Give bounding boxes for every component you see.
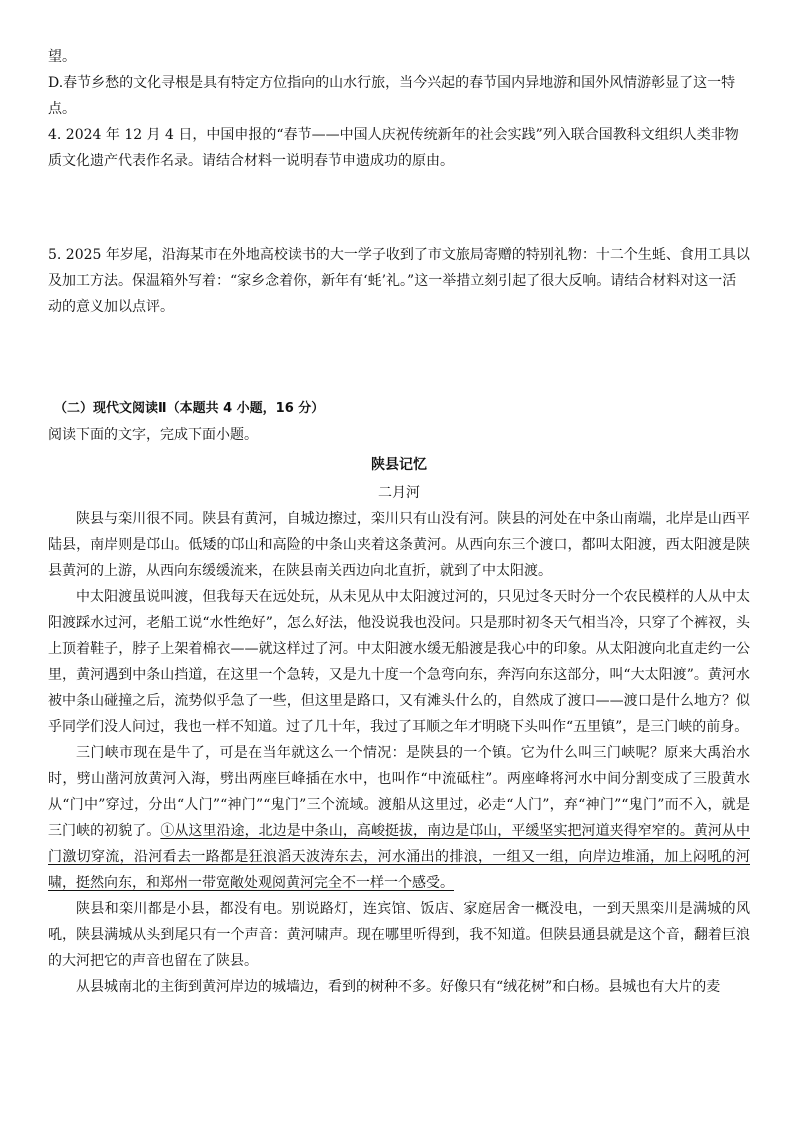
article-author: 二月河 bbox=[378, 485, 420, 501]
article-paragraph-1: 陕县与栾川很不同。陕县有黄河，自城边擦过，栾川只有山没有河。陕县的河处在中条山南端，北岸是山西平陆县，南岸则是邙山。低矮的邙山和高险的中条山夹着这条黄河。从西向东三个渡口，都叫太阳渡，西太阳渡是陕县黄河的上游，从西向东缓缓流来，在陕县南关西边向北直折，就到了中太阳渡。 bbox=[48, 511, 750, 579]
article-title: 陕县记忆 bbox=[371, 457, 427, 473]
option-d: D.春节乡愁的文化寻根是具有特定方位指向的山水行旅，当今兴起的春节国内异地游和国外风情游彰显了这一特点。 bbox=[48, 75, 736, 117]
question-5: 5. 2025 年岁尾，沿海某市在外地高校读书的大一学子收到了市文旅局寄赠的特别礼物：十二个生蚝、食用工具以及加工方法。保温箱外写着：“家乡念着你，新年有‘蚝’礼。”这一举措立刻引起了很大反响。请结合材料对这一活动的意义加以点评。 bbox=[48, 247, 750, 315]
text-fragment: 望。 bbox=[48, 49, 76, 65]
underlined-passage-1: ①从这里沿途，北边是中条山，高峻挺拔，南边是邙山，平缓坚实把河道夹得窄窄的。黄河从中门激切穿流，沿河看去一路都是狂浪滔天波涛东去，河水涌出的排浪，一组又一组，向岸边堆涌，加上闷吼的河啸，挺然向东，和郑州一带宽敞处观阅黄河完全不一样一个感受。 bbox=[48, 823, 750, 891]
question-4: 4. 2024 年 12 月 4 日，中国申报的“春节——中国人庆祝传统新年的社会实践”列入联合国教科文组织人类非物质文化遗产代表作名录。请结合材料一说明春节申遗成功的原由。 bbox=[48, 127, 739, 169]
section-instruction: 阅读下面的文字，完成下面小题。 bbox=[48, 427, 258, 443]
article-paragraph-5: 从县城南北的主街到黄河岸边的城墙边，看到的树种不多。好像只有“绒花树”和白杨。县城也有大片的麦 bbox=[76, 979, 721, 995]
article-paragraph-4: 陕县和栾川都是小县，都没有电。别说路灯，连宾馆、饭店、家庭居舍一概没电，一到天黑栾川是满城的风吼，陕县满城从头到尾只有一个声音：黄河啸声。现在哪里听得到，我不知道。但陕县通县就是这个音，翻着巨浪的大河把它的声音也留在了陕县。 bbox=[48, 901, 750, 969]
paragraph-3-text: 三门峡市现在是牛了，可是在当年就这么一个情况：是陕县的一个镇。它为什么叫三门峡呢？原来大禹治水时，劈山凿河放黄河入海，劈出两座巨峰插在水中，也叫作“中流砥柱”。两座峰将河水中间分割变成了三股黄水从“门中”穿过，分出“人门”“神门”“鬼门”三个流域。渡船从这里过，必走“人门”，弃“神门”“鬼门”而不入，就是三门峡的初貌了。 bbox=[48, 745, 750, 839]
page-content bbox=[48, 44, 750, 1000]
answer-space-5 bbox=[48, 320, 750, 396]
article-paragraph-2: 中太阳渡虽说叫渡，但我每天在远处玩，从未见从中太阳渡过河的，只见过冬天时分一个农民模样的人从中太阳渡踩水过河，老船工说“水性绝好”，怎么好法，他没说我也没问。只是那时初冬天气相当冷，只穿了个裤衩，头上顶着鞋子，脖子上架着棉衣——就这样过了河。中太阳渡水缓无船渡是我心中的印象。从太阳渡向北直走约一公里，黄河遇到中条山挡道，在这里一个急转，又是九十度一个急弯向东，奔泻向东这部分，叫“大太阳渡”。黄河水被中条山碰撞之后，流势似乎急了一些，但这里是路口，又有滩头什么的，自然成了渡口——渡口是什么地方？似乎同学们没人问过，我也一样不知道。过了几十年，我过了耳顺之年才明晓下头叫作“五里镇”，是三门峡的前身。 bbox=[48, 589, 750, 735]
section-heading: （二）现代文阅读Ⅱ（本题共 4 小题，16 分） bbox=[54, 401, 325, 416]
answer-space-4 bbox=[48, 174, 750, 242]
article-paragraph-3 bbox=[48, 740, 750, 896]
